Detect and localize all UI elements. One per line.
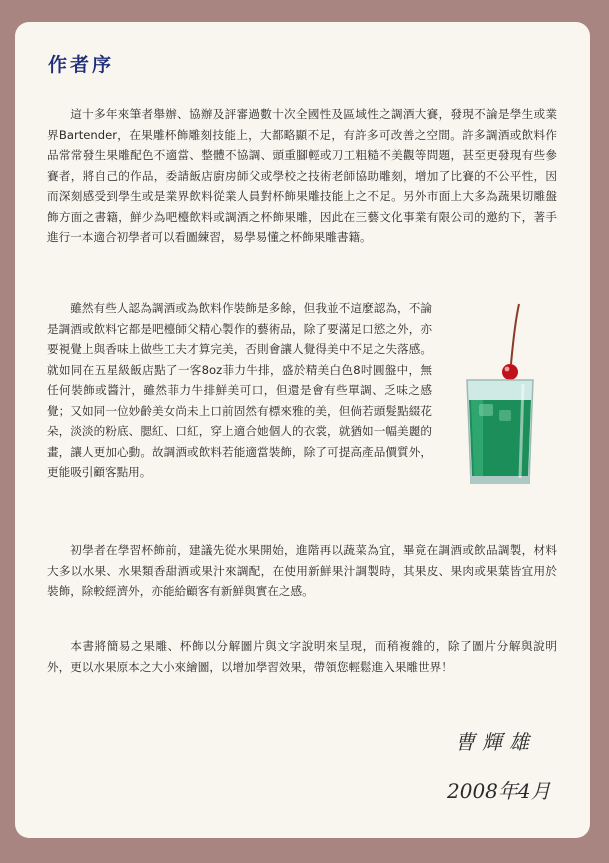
paragraph-3: 初學者在學習杯飾前，建議先從水果開始，進階再以蔬菜為宜，畢竟在調酒或飲品調製，材料大多以水果、水果類香甜酒或果汁來調配，在使用新鮮果汁調製時，其果皮、果肉或果葉皆宜用於裝飾，除較經濟外，亦能給顧客有新鮮與實在之感。 — [47, 543, 557, 598]
author-signature: 曹輝雄 — [455, 730, 536, 754]
paragraph-1: 這十多年來筆者舉辦、協辦及評審過數十次全國性及區域性之調酒大賽，發現不論是學生或業界Bartender，在果雕杯飾雕刻技能上，大都略顯不足，有許多可改善之空間。許多調酒或飲料作品常常發生果雕配色不適當、整體不協調、頭重腳輕或刀工粗糙不美觀等問題，甚至更發現有些參賽者，將自己的作品，委請飯店廚房師父或學校之技術老師協助雕刻，增加了比賽的不公平性，因而深刻感受到學生或是業界飲料從業人員對杯飾果雕技能上之不足。另外市面上大多為蔬果切雕盤飾方面之書籍，鮮少為吧檯飲料或調酒之杯飾果雕，因此在三藝文化事業有限公司的邀約下，著手進行一本適合初學者可以看圖練習，易學易懂之杯飾果雕書籍。 — [47, 107, 557, 244]
page-title: 作者序 — [48, 54, 115, 76]
paragraph-4: 本書將簡易之果雕、杯飾以分解圖片與文字說明來呈現，而稍複雜的，除了圖片分解與說明外，更以水果原本之大小來繪圖，以增加學習效果，帶領您輕鬆進入果雕世界！ — [47, 639, 557, 674]
paragraph-2: 雖然有些人認為調酒或為飲料作裝飾是多餘，但我並不這麼認為，不論是調酒或飲料它都是吧檯師父精心製作的藝術品，除了要滿足口慾之外，亦要視覺上與香味上做些工夫才算完美，否則會讓人覺得美中不足之失落感。就如同在五星級飯店點了一客8oz菲力牛排，盛於精美白色8吋圓盤中，無任何裝飾或醬汁，雖然菲力牛排鮮美可口，但還是會有些單調、乏味之感覺；又如同一位妙齡美女尚未上口前固然有標來雅的美，但倘若頭髮點綴花朵，淡淡的粉底、腮紅、口紅，穿上適合她個人的衣裳，就猶如一幅美麗的畫，讓人更加心動。故調酒或飲料若能適當裝飾，除了可提高產品價質外，更能吸引顧客點用。 — [47, 301, 432, 479]
signature-date: 2008年4月 — [447, 779, 551, 803]
preface-page — [15, 22, 590, 838]
cocktail-glass-image — [453, 292, 545, 492]
